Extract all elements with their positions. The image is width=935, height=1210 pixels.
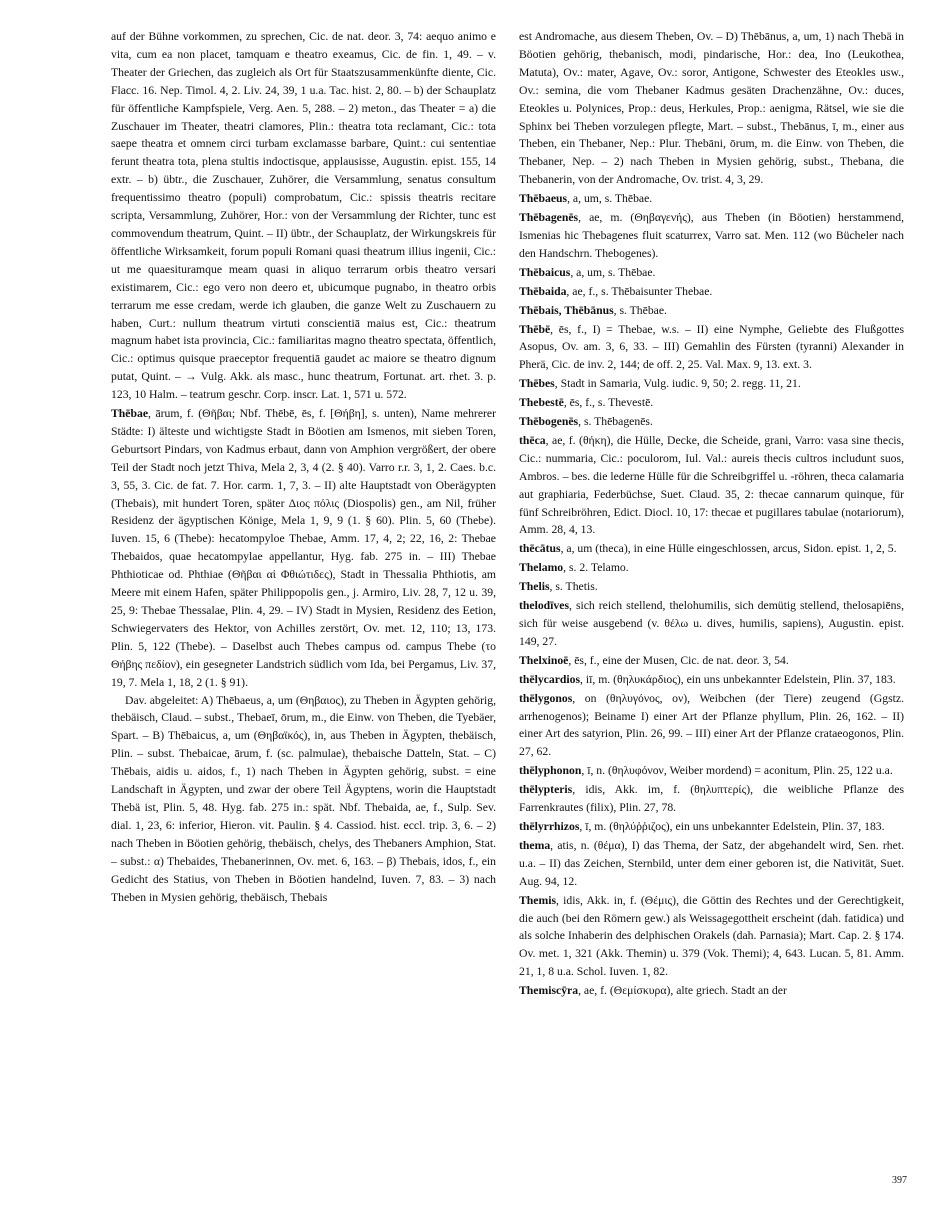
entry-text: , s. Thēbagenēs. bbox=[578, 415, 653, 429]
dictionary-entry bbox=[519, 302, 904, 320]
dictionary-entry bbox=[519, 982, 904, 1000]
dictionary-entry bbox=[519, 321, 904, 375]
entry-text: , ārum, f. (Θῆβαι; Nbf. Thēbē, ēs, f. [Θήβη], s. unten), Name mehrerer Städte: I) älteste und wichtigste Stadt in Böotien am Ismenos, mit sieben Toren, Geburtsort Pindars, von Kadmus erbaut, dann von Amphion vergrößert, der obere Teil der Stadt noch jetzt Thiva, Mela 2, 3, 4 (2. § 40). Varro r.r. 3, 1, 2. Caes. b.c. 3, 55, 3. Cic. de fat. 7. Hor. carm. 1, 7, 3. – II) alte Hauptstadt von Oberägypten (Thebais), mit hundert Toren, später Διος πόλις (Diospolis) gen., am Nil, früher Residenz der ägyptischen Könige, Mela 1, 9, 9 (1. § 60). Plin. 5, 60 (Thebe). Iuven. 15, 6 (Thebe): hecatompyloe Thebae, Amm. 17, 4, 2; 22, 16, 2: Thebae Thebaidos, quae hecatompylae appellantur, Hyg. fab. 275 in. – III) Thebae Phthioticae od. Phthiae (Θῆβαι αἱ Φθιώτιδες), Stadt in Thessalia Phthiotis, am Meere mit einem Hafen, später Philippopolis gen., j. Armiro, Liv. 28, 7, 12 u. 39, 25, 9: Thebae Thessalae, Plin. 4, 29. – IV) Stadt in Mysien, Residenz des Eetion, Schwiegervaters des Hektor, von Achilles zerstört, Ov. met. 12, 110; 13, 173. Plin. 5, 122 (Thebe). – Daselbst auch Thebes campus od. campus Thebe (το Θήβης πεδίον), ein gesegneter Landstrich südlich vom Ida, bei Pergamus, Liv. 37, 19, 7. Mela 1, 18, 2 (1. § 91). bbox=[111, 407, 496, 689]
headword: thēcātus bbox=[519, 542, 561, 556]
dictionary-entry bbox=[519, 264, 904, 282]
headword: Thelamo bbox=[519, 561, 564, 575]
headword: Thēbaicus bbox=[519, 265, 571, 279]
dictionary-entry bbox=[519, 432, 904, 539]
dictionary-entry bbox=[519, 892, 904, 982]
headword: Thēbē bbox=[519, 322, 551, 336]
entry-text: , on (θηλυγόνος, ον), Weibchen (der Tiere) zeugend (Ggstz. arrhenogenos); Beiname I) einer Art der Pflanze phyllum, Plin. 26, 162. – II) einer Art des satyrion, Plin. 26, 99. – III) einer Art der Pflanze crataeogonos, Plin. 27, 62. bbox=[519, 691, 904, 759]
headword: Themiscȳra bbox=[519, 984, 579, 998]
dictionary-entry bbox=[111, 405, 496, 692]
entry-text: , ēs, f., I) = Thebae, w.s. – II) eine Nymphe, Geliebte des Flußgottes Asopus, Ov. am. 3, 6, 33. – III) Gemahlin des Fürsten (tyranni) Alexander in Pherä, Cic. de inv. 2, 144; de off. 2, 25. Val. Max. 9, 13. ext. 3. bbox=[519, 322, 904, 372]
headword: thēca bbox=[519, 433, 546, 447]
headword: thelodīves bbox=[519, 599, 569, 613]
dictionary-entry bbox=[519, 413, 904, 431]
entry-paragraph bbox=[519, 28, 904, 189]
entry-text: , s. Thēbae. bbox=[613, 303, 667, 317]
headword: Themis bbox=[519, 893, 557, 907]
dictionary-entry bbox=[519, 781, 904, 817]
entry-text: , Stadt in Samaria, Vulg. iudic. 9, 50; 2. regg. 11, 21. bbox=[554, 377, 801, 391]
left-column bbox=[111, 28, 496, 1178]
entry-text: , a, um, s. Thēbae. bbox=[570, 265, 656, 279]
headword: thēlyphonon bbox=[519, 764, 582, 778]
dictionary-entry bbox=[519, 540, 904, 558]
dictionary-entry bbox=[519, 690, 904, 762]
entry-text: , idis, Akk. im, f. (θηλυπτερίς), die weibliche Pflanze des Farrenkrautes (filix), Plin. 27, 78. bbox=[519, 783, 904, 815]
headword: Thēbae bbox=[111, 407, 149, 421]
dictionary-entry bbox=[519, 283, 904, 301]
entry-text: , sich reich stellend, thelohumilis, sich demütig stellend, thelosapiēns, sich für weise ausgebend (v. θέλω u. dives, humilis, sapiens), Augustin. epist. 149, 27. bbox=[519, 599, 904, 648]
entry-text: , ī, n. (θηλυφόνον, Weiber mordend) = aconitum, Plin. 25, 122 u.a. bbox=[581, 764, 893, 778]
entry-text: , ēs, f., eine der Musen, Cic. de nat. deor. 3, 54. bbox=[568, 653, 789, 667]
entry-text: , ī, m. (θηλύῤῥιζος), ein uns unbekannter Edelstein, Plin. 37, 183. bbox=[579, 819, 885, 833]
entry-text: , s. Thetis. bbox=[549, 580, 598, 594]
entry-text: , ae, f., s. Thēbaisunter Thebae. bbox=[566, 284, 713, 298]
entry-text: , atis, n. (θέμα), I) das Thema, der Satz, der abgehandelt wird, Sen. rhet. u.a. – II) das Zeichen, Sternbild, unter dem einer geboren ist, die Nativität, Suet. Aug. 94, 12. bbox=[519, 838, 904, 888]
dictionary-entry bbox=[519, 578, 904, 596]
entry-text: , a, um, s. Thēbae. bbox=[567, 192, 653, 206]
headword: Thēbais, Thēbānus bbox=[519, 303, 614, 317]
entry-paragraph bbox=[111, 692, 496, 907]
entry-text: , iī, m. (θηλυκάρδιος), ein uns unbekannter Edelstein, Plin. 37, 183. bbox=[580, 672, 896, 686]
dictionary-entry bbox=[519, 762, 904, 780]
entry-text: , s. 2. Telamo. bbox=[563, 561, 629, 575]
headword: thēlyrrhizos bbox=[519, 819, 580, 833]
entry-text: , a, um (theca), in eine Hülle eingeschlossen, arcus, Sidon. epist. 1, 2, 5. bbox=[560, 542, 897, 556]
headword: Thelis bbox=[519, 580, 550, 594]
headword: thēlypteris bbox=[519, 783, 573, 797]
headword: thēlygonos bbox=[519, 691, 573, 705]
dictionary-entry bbox=[519, 559, 904, 577]
headword: Thelxinoē bbox=[519, 653, 569, 667]
headword: Thēbagenēs bbox=[519, 211, 579, 225]
entry-paragraph bbox=[111, 28, 496, 404]
page-number: 397 bbox=[892, 1175, 907, 1186]
entry-text: , ae, f. (Θεμίσκυρα), alte griech. Stadt an der bbox=[578, 984, 787, 998]
entry-text: , ae, f. (θήκη), die Hülle, Decke, die Scheide, grani, Varro: vasa sine thecis, Cic.: nummaria, Cic.: poculorom, Iul. Val.: aureis thecis cultros includunt suos, Ambros. – bes. die lederne Hülle für die Schreibgriffel u. -röhren, theca calamaria aut graphiaria, Federbüchse, Suet. Claud. 35, 2: thecae cannarum quinque, für fünf Schreibröhren, Edict. Diocl. 10, 17: thecae et pugillares tabulae (notariorum), Amm. 28, 4, 13. bbox=[519, 433, 904, 537]
right-column bbox=[519, 28, 904, 1178]
headword: Thebestē bbox=[519, 396, 564, 410]
headword: Thēbaida bbox=[519, 284, 567, 298]
entry-text: , idis, Akk. in, f. (Θέμις), die Göttin des Rechtes und der Gerechtigkeit, die auch (bei den Römern gew.) als Weissagegottheit erscheint (dah. fatidica) und als solche Inhaberin des delphischen Orakels (dah. Parnasia); Mart. Cap. 2. § 174. Ov. met. 1, 321 (Akk. Themin) u. 379 (Vok. Themi); 4, 643. Lucan. 5, 81. Amm. 21, 1, 8 u.a. Schol. Iuven. 1, 82. bbox=[519, 893, 904, 979]
entry-text: , ēs, f., s. Thevestē. bbox=[563, 396, 654, 410]
headword: thema bbox=[519, 838, 551, 852]
dictionary-entry bbox=[519, 375, 904, 393]
dictionary-entry bbox=[519, 652, 904, 670]
entry-text: Dav. abgeleitet: A) Thēbaeus, a, um (Θηβαιος), zu Theben in Ägypten gehörig, thebäisch, Claud. – subst., Thebaeī, ōrum, m., die Einw. von Theben, die Tyebäer, Spart. – B) Thēbaicus, a, um (Θηβαϊκός), in, aus Theben in Ägypten, thebäisch, Plin. – subst. Thebaicae, ārum, f. (sc. palmulae), thebaische Datteln, Stat. – C) Thēbais, aidis u. aidos, f., 1) nach Theben in Ägypten gehörig, subst. = eine Landschaft in Ägypten, und zwar der obere Teil Ägyptens, worin die Hauptstadt Thebä ist, Plin. 5, 48. Hyg. fab. 275 in.: spät. Nbf. Thebaida, ae, f., Sulp. Sev. dial. 1, 23, 6: inferior, Hieron. vit. Paulin. § 4. Cassiod. hist. eccl. trip. 3, 6. – 2) nach Theben in Böotien gehörig, thebäisch, chelys, des Thebaners Amphion, Stat. – subst.: α) Thebaides, Thebanerinnen, Ov. met. 6, 163. – β) Thebais, idos, f., ein Gedicht des Statius, von Theben in Böotien handelnd, Iuven. 7, 83. – 3) nach Theben in Mysien gehörig, thebäisch, Thebais bbox=[111, 693, 496, 904]
dictionary-entry bbox=[519, 837, 904, 891]
dictionary-entry bbox=[519, 671, 904, 689]
dictionary-entry bbox=[519, 394, 904, 412]
dictionary-entry bbox=[519, 190, 904, 208]
headword: thēlycardios bbox=[519, 672, 581, 686]
headword: Thēbes bbox=[519, 377, 555, 391]
dictionary-entry bbox=[519, 209, 904, 263]
dictionary-entry bbox=[519, 597, 904, 651]
headword: Thēbogenēs bbox=[519, 415, 579, 429]
headword: Thēbaeus bbox=[519, 192, 568, 206]
dictionary-entry bbox=[519, 818, 904, 836]
entry-text: est Andromache, aus diesem Theben, Ov. – D) Thēbānus, a, um, 1) nach Thebä in Böotien gehörig, thebanisch, modi, pindarische, Hor.: dea, Ino (Leukothea, Matuta), Ov.: mater, Agave, Ov.: soror, Antigone, Schwester des Eteokles usw., Ov.: semina, die vom Thebaner Kadmus gesäten Drachenzähne, Ov.: duces, Eteokles u. Polynices, Prop.: deus, Herkules, Prop.: aenigma, Rätsel, wie sie die Sphinx bei Theben vorzulegen pflegte, Mart. – subst., Thebānus, ī, m., einer aus Theben, ein Thebaner, Nep.: Plur. Thebāni, ōrum, m. die Einw. von Theben, die Thebaner, Nep. – 2) nach Theben in Mysien gehörig, subst., Thebana, die Thebanerin, von der Andromache, Ov. trist. 4, 3, 29. bbox=[519, 30, 904, 187]
entry-text: , ae, m. (Θηβαγενής), aus Theben (in Böotien) herstammend, Ismenias hic Thebagenes fluit scaturrex, Varro sat. Men. 112 (wo Bücheler nach den Handschrn. Thebogenes). bbox=[519, 211, 904, 260]
entry-text: auf der Bühne vorkommen, zu sprechen, Cic. de nat. deor. 3, 74: aequo animo e vita, cum ea non placet, tamquam e theatro exeamus, Cic. de fin. 1, 49. – v. Theater der Griechen, das zugleich als Ort für Staatszusammenkünfte diente, Cic. Flacc. 16. Nep. Timol. 4, 2. Liv. 24, 39, 1 u.a. Tac. hist. 2, 80. – b) der Schauplatz für öffentliche Kampfspiele, Verg. Aen. 5, 288. – 2) meton., das Theater = a) die Zuschauer im Theater, theatri clamores, Plin.: theatra tota reclamant, Cic.: tota saepe theatra et omnem circi turbam exclamasse barbare, Quint.: cui sententiae ferunt theatra tota, plena stultis indoctisque, applausisse, Augustin. epist. 155, 14 extr. – b) übtr., die Zuschauer, Zuhörer, die Versammlung, senatus consultum frequentissimo theatro (populi) comprobatum, Cic.: spissis theatris recitare scripta, Versammlung, Zuhörer, Hor.: von der Versammlung der Richter, tunc est commovendum theatrum, Quint. – II) übtr., der Schauplatz, der Wirkungskreis für öffentliche Wirksamkeit, forum populi Romani quasi theatrum illius ingenii, Cic.: ut me quaesituramque meam quasi in aliquo terrarum orbis theatro versari existimarem, Cic.: ego vero non deero et, ubicumque pugnabo, in theatro orbis terrarum me esse credam, werde ich glauben, die ganze Welt zu Zuschauern zu haben, Curt.: nullum theatrum virtuti conscientiā maius est, Cic.: theatrum magnum habet ista provincia, Cic.: familiaritas magno theatro spectata, öffentlich, Cic.: optimus quisque praeceptor frequentiā gaudet ac maiore se theatro dignum putat, Quint. – → Vulg. Akk. als masc., hunc theatrum, Fortunat. art. rhet. 3. p. 123, 10 Halm. – teatrum geschr. Corp. inscr. Lat. 1, 571 u. 572. bbox=[111, 30, 496, 402]
